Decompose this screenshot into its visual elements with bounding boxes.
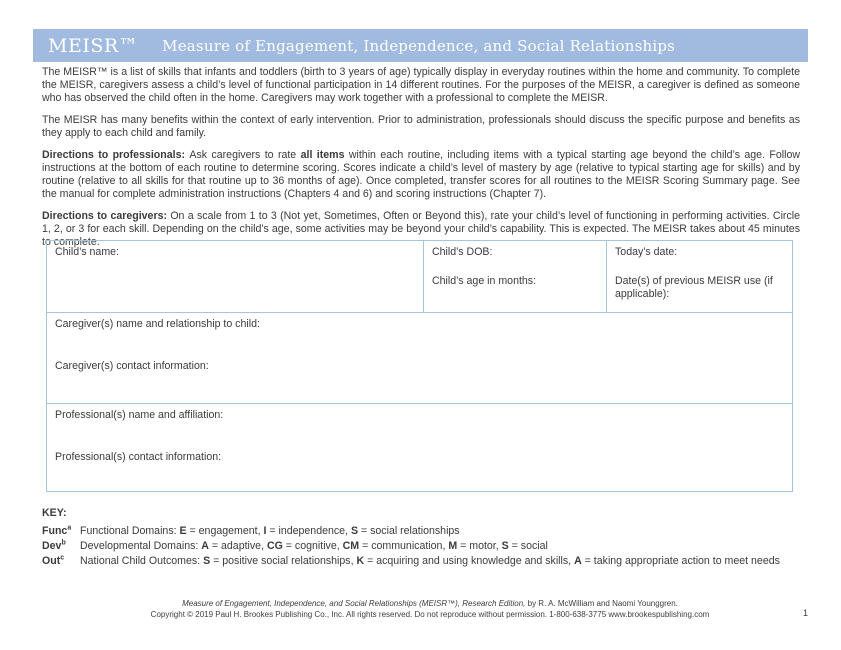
intro-text xyxy=(42,66,800,258)
caregiver-name-label: Caregiver(s) name and relationship to child: xyxy=(55,318,260,330)
caregiver-field xyxy=(47,313,792,403)
footer-citation: Measure of Engagement, Independence, and Social Relationships (MEISR™), Research Edition, by R. A. McWilliam and Naomi Younggren. xyxy=(182,599,678,608)
table-row xyxy=(47,313,792,404)
childs-name-label: Child’s name: xyxy=(55,246,119,258)
footer xyxy=(110,599,750,620)
page-number: 1 xyxy=(802,608,808,618)
footer-copyright: Copyright © 2019 Paul H. Brookes Publishing Co., Inc. All rights reserved. Do not reproduce without permission. 1-800-638-3775 www.brookespublishing.com xyxy=(150,609,710,619)
directions-professionals: Directions to professionals: Ask caregivers to rate all items within each routine, including items with a typical starting age beyond the child’s age. Follow instructions at the bottom of each routine to determine scoring. Scores indicate a child’s level of mastery by age (relative to typical starting age for skills) and by routine (relative to all skills for that routine up to 36 months of age). Once completed, transfer scores for all routines to the MEISR Scoring Summary page. See the manual for complete administration instructions (Chapters 4 and 6) and scoring instructions (Chapter 7). xyxy=(42,149,801,200)
directions-caregivers: Directions to caregivers: On a scale from 1 to 3 (Not yet, Sometimes, Often or Beyond this), rate your child’s level of functioning in performing activities. Circle 1, 2, or 3 for each skill. Depending on the child’s age, some activities may be beyond your child’s capability. This is expected. The MEISR takes about 45 minutes to complete. xyxy=(42,210,801,248)
caregiver-contact-label: Caregiver(s) contact information: xyxy=(55,360,209,372)
professional-field xyxy=(47,404,792,491)
key-out-text: National Child Outcomes: S = positive social relationships, K = acquiring and using knowledge and skills, A = taking appropriate action to meet needs xyxy=(80,555,780,567)
professional-contact-label: Professional(s) contact information: xyxy=(55,451,222,463)
childs-dob-label: Child’s DOB: xyxy=(432,246,493,258)
child-info-table xyxy=(46,240,793,492)
childs-name-field xyxy=(47,241,424,312)
childs-age-label: Child’s age in months: xyxy=(432,275,537,287)
meisr-logo: MEISR™ xyxy=(48,34,139,57)
key-func-text: Functional Domains: E = engagement, I = independence, S = social relationships xyxy=(80,525,460,537)
previous-meisr-use-label: Date(s) of previous MEISR use (if applicable): xyxy=(615,275,773,300)
key-out-label: Out$^c$ xyxy=(42,554,65,567)
key-row-func xyxy=(42,524,780,539)
key-title: KEY: xyxy=(42,507,67,519)
intro-paragraph-2: The MEISR has many benefits within the context of early intervention. Prior to administration, professionals should discuss the specific purpose and benefits as they apply to each child and family. xyxy=(42,114,800,139)
professional-name-label: Professional(s) name and affiliation: xyxy=(55,409,224,421)
key-func-label: Func$^a$ xyxy=(42,524,72,537)
todays-date-field xyxy=(607,241,792,312)
key-dev-label: Dev$^b$ xyxy=(42,539,66,552)
table-row xyxy=(47,241,792,313)
childs-dob-field xyxy=(424,241,607,312)
intro-paragraph-1: The MEISR™ is a list of skills that infants and toddlers (birth to 3 years of age) typically display in everyday routines within the home and community. To complete the MEISR, caregivers assess a child’s level of functional participation in 14 different routines. For the purposes of the MEISR, a caregiver is defined as someone who has observed the child often in the home. Caregivers may work together with a professional to complete the MEISR. xyxy=(42,66,800,104)
key-legend xyxy=(42,506,780,569)
key-row-dev xyxy=(42,539,780,554)
key-dev-text: Developmental Domains: A = adaptive, CG = cognitive, CM = communication, M = motor, S = social xyxy=(80,540,548,552)
key-row-out xyxy=(42,554,780,569)
table-row xyxy=(47,404,792,491)
todays-date-label: Today’s date: xyxy=(615,246,678,258)
page-title: Measure of Engagement, Independence, and Social Relationships xyxy=(162,36,676,55)
title-bar xyxy=(33,29,808,62)
